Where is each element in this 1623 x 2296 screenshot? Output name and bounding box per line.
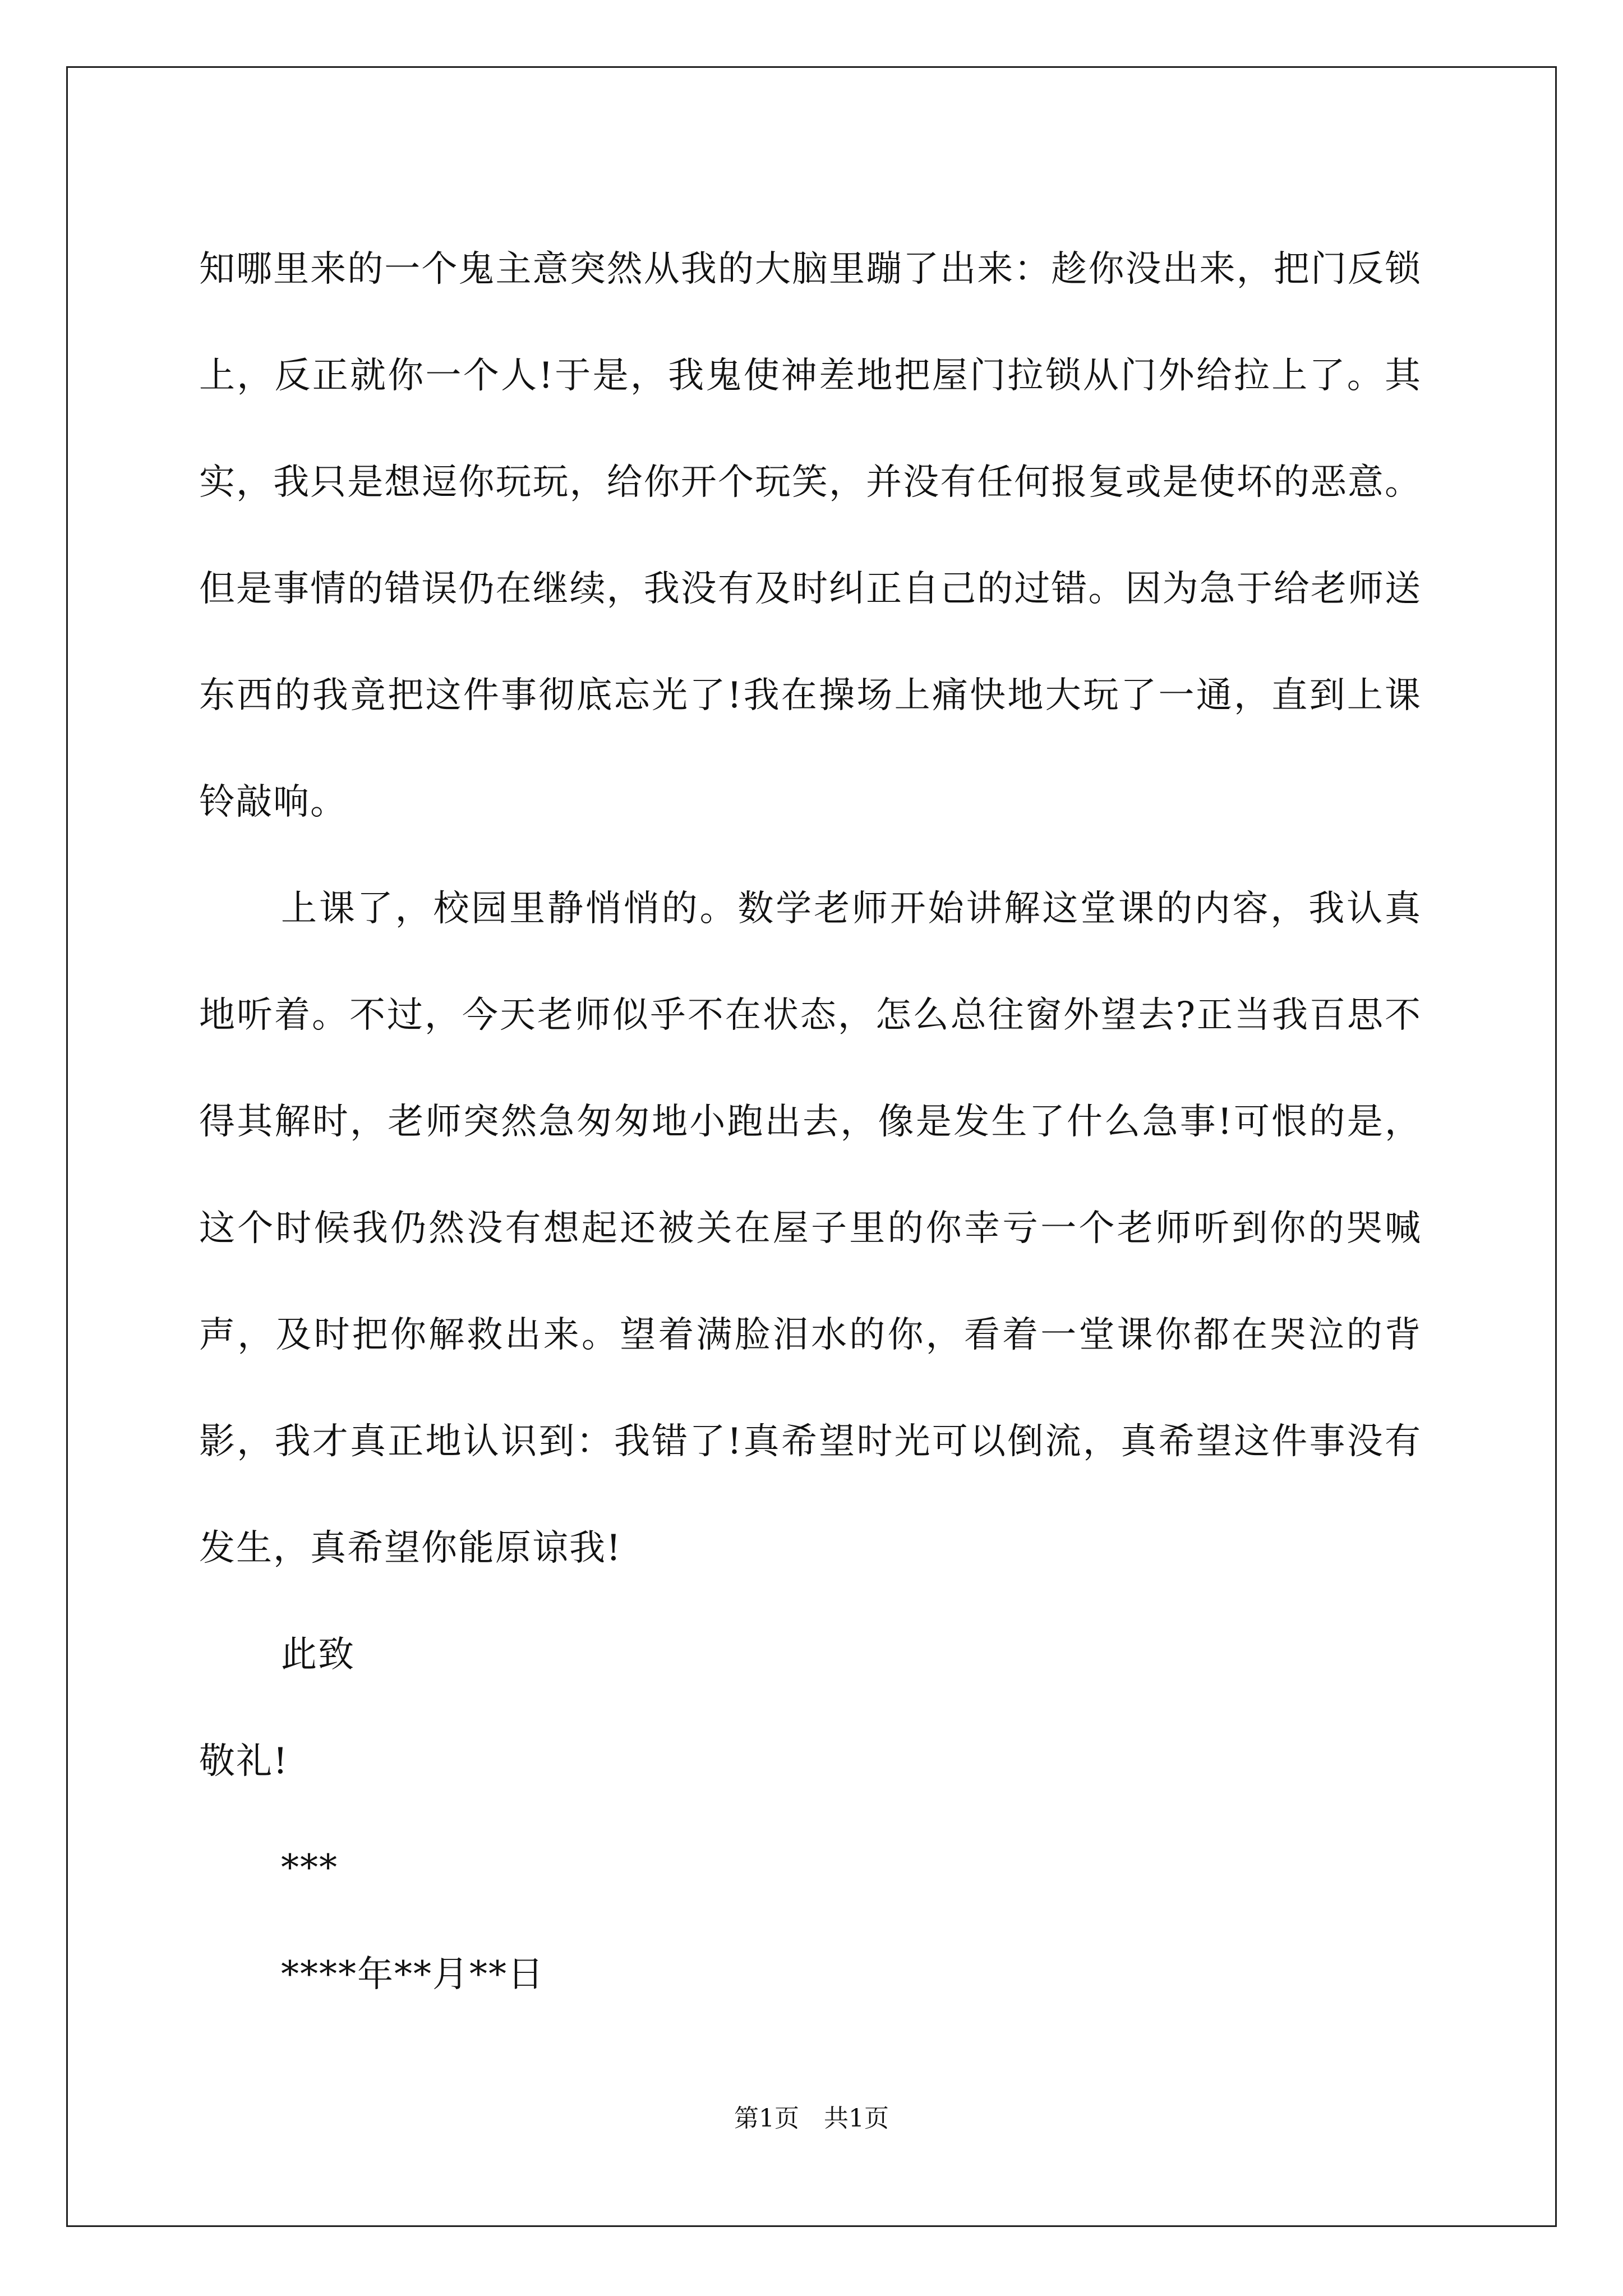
body-paragraph-1: 知哪里来的一个鬼主意突然从我的大脑里蹦了出来：趁你没出来，把门反锁上，反正就你一个人!于是，我鬼使神差地把屋门拉锁从门外给拉上了。其实，我只是想逗你玩玩，给你开个玩笑，并没有任何报复或是使坏的恶意。但是事情的错误仍在继续，我没有及时纠正自己的过错。因为急于给老师送东西的我竟把这件事彻底忘光了!我在操场上痛快地大玩了一通，直到上课铃敲响。 (199, 249, 1422, 823)
salutation: 敬礼! (199, 1741, 289, 1782)
signature: *** (281, 1847, 338, 1889)
page-number-footer: 第1页 共1页 (734, 2104, 889, 2133)
closing-phrase: 此致 (281, 1634, 355, 1676)
body-paragraph-2: 上课了，校园里静悄悄的。数学老师开始讲解这堂课的内容，我认真地听着。不过，今天老师似乎不在状态，怎么总往窗外望去?正当我百思不得其解时，老师突然急匆匆地小跑出去，像是发生了什么急事!可恨的是，这个时候我仍然没有想起还被关在屋子里的你幸亏一个老师听到你的哭喊声，及时把你解救出来。望着满脸泪水的你，看着一堂课你都在哭泣的背影，我才真正地认识到：我错了!真希望时光可以倒流，真希望这件事没有发生，真希望你能原谅我! (199, 888, 1422, 1569)
letter-date: ****年**月**日 (281, 1954, 545, 1995)
letter-body (199, 216, 1422, 2028)
